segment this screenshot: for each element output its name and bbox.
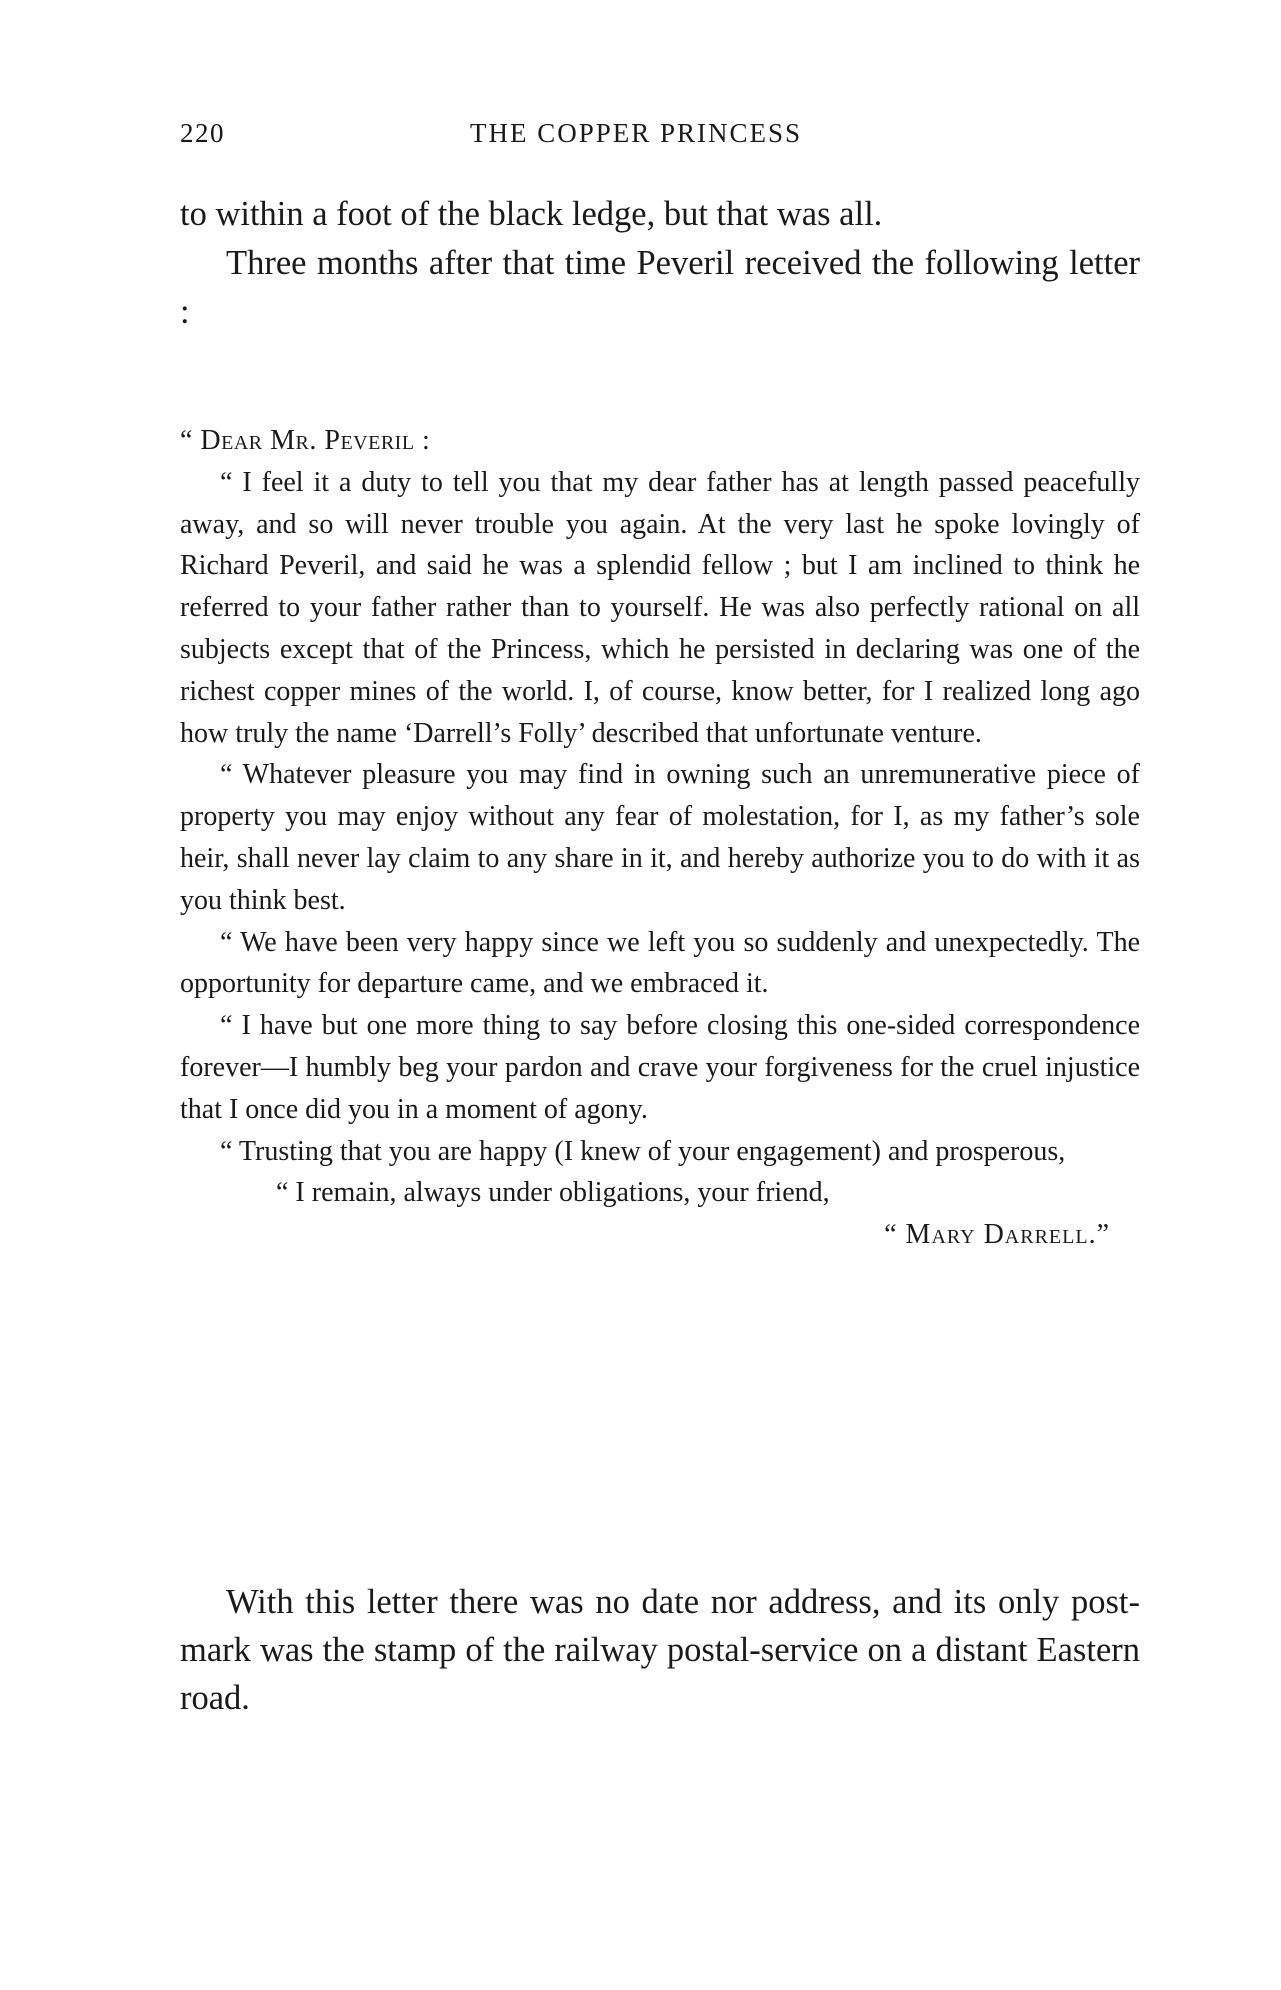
letter-signature: “ Mary Darrell.” (884, 1219, 1110, 1251)
letter-paragraph: “ Whatever pleasure you may find in owning such an unremunerative piece of property you may enjoy without any fear of molestation, for I, as my father’s sole heir, shall never lay claim to any share in it, and hereby authorize you to do with it as you think best. (180, 759, 1140, 916)
narrative-paragraph: Three months after that time Peveril received the following letter : (180, 244, 1140, 331)
narrative-paragraph: With this letter there was no date nor address, and its only post-mark was the stamp of the railway postal-service on a distant Eastern road. (180, 1583, 1140, 1717)
letter-paragraph: “ We have been very happy since we left you so suddenly and unexpectedly. The opportunity for departure came, and we embraced it. (180, 926, 1140, 1000)
running-head (180, 118, 1140, 158)
book-title: THE COPPER PRINCESS (470, 118, 803, 148)
letter-paragraph: “ Trusting that you are happy (I knew of your engagement) and prosperous, (220, 1135, 1066, 1167)
letter-closing: “ I remain, always under obligations, your friend, (276, 1177, 830, 1209)
closing-narrative (180, 1578, 1140, 1722)
page-number: 220 (180, 118, 225, 148)
letter-paragraph: “ I feel it a duty to tell you that my dear father has at length passed peacefully away, and so will never trouble you again. At the very last he spoke lovingly of Richard Peveril, and said he was a splendid fellow ; but I am inclined to think he referred to your father rather than to yourself. He was also perfectly rational on all subjects except that of the Princess, which he persisted in declaring was one of the richest copper mines of the world. I, of course, know better, for I realized long ago how truly the name ‘Darrell’s Folly’ described that unfortunate venture. (180, 466, 1140, 749)
letter-block (180, 420, 1140, 1256)
letter-salutation: “ Dear Mr. Peveril : (180, 425, 431, 456)
narrative-paragraph: to within a foot of the black ledge, but that was all. (180, 195, 883, 233)
letter-paragraph: “ I have but one more thing to say before closing this one-sided correspondence forever—I humbly beg your pardon and crave your forgiveness for the cruel injustice that I once did you in a moment of agony. (180, 1010, 1140, 1125)
narrative-text (180, 190, 1140, 337)
